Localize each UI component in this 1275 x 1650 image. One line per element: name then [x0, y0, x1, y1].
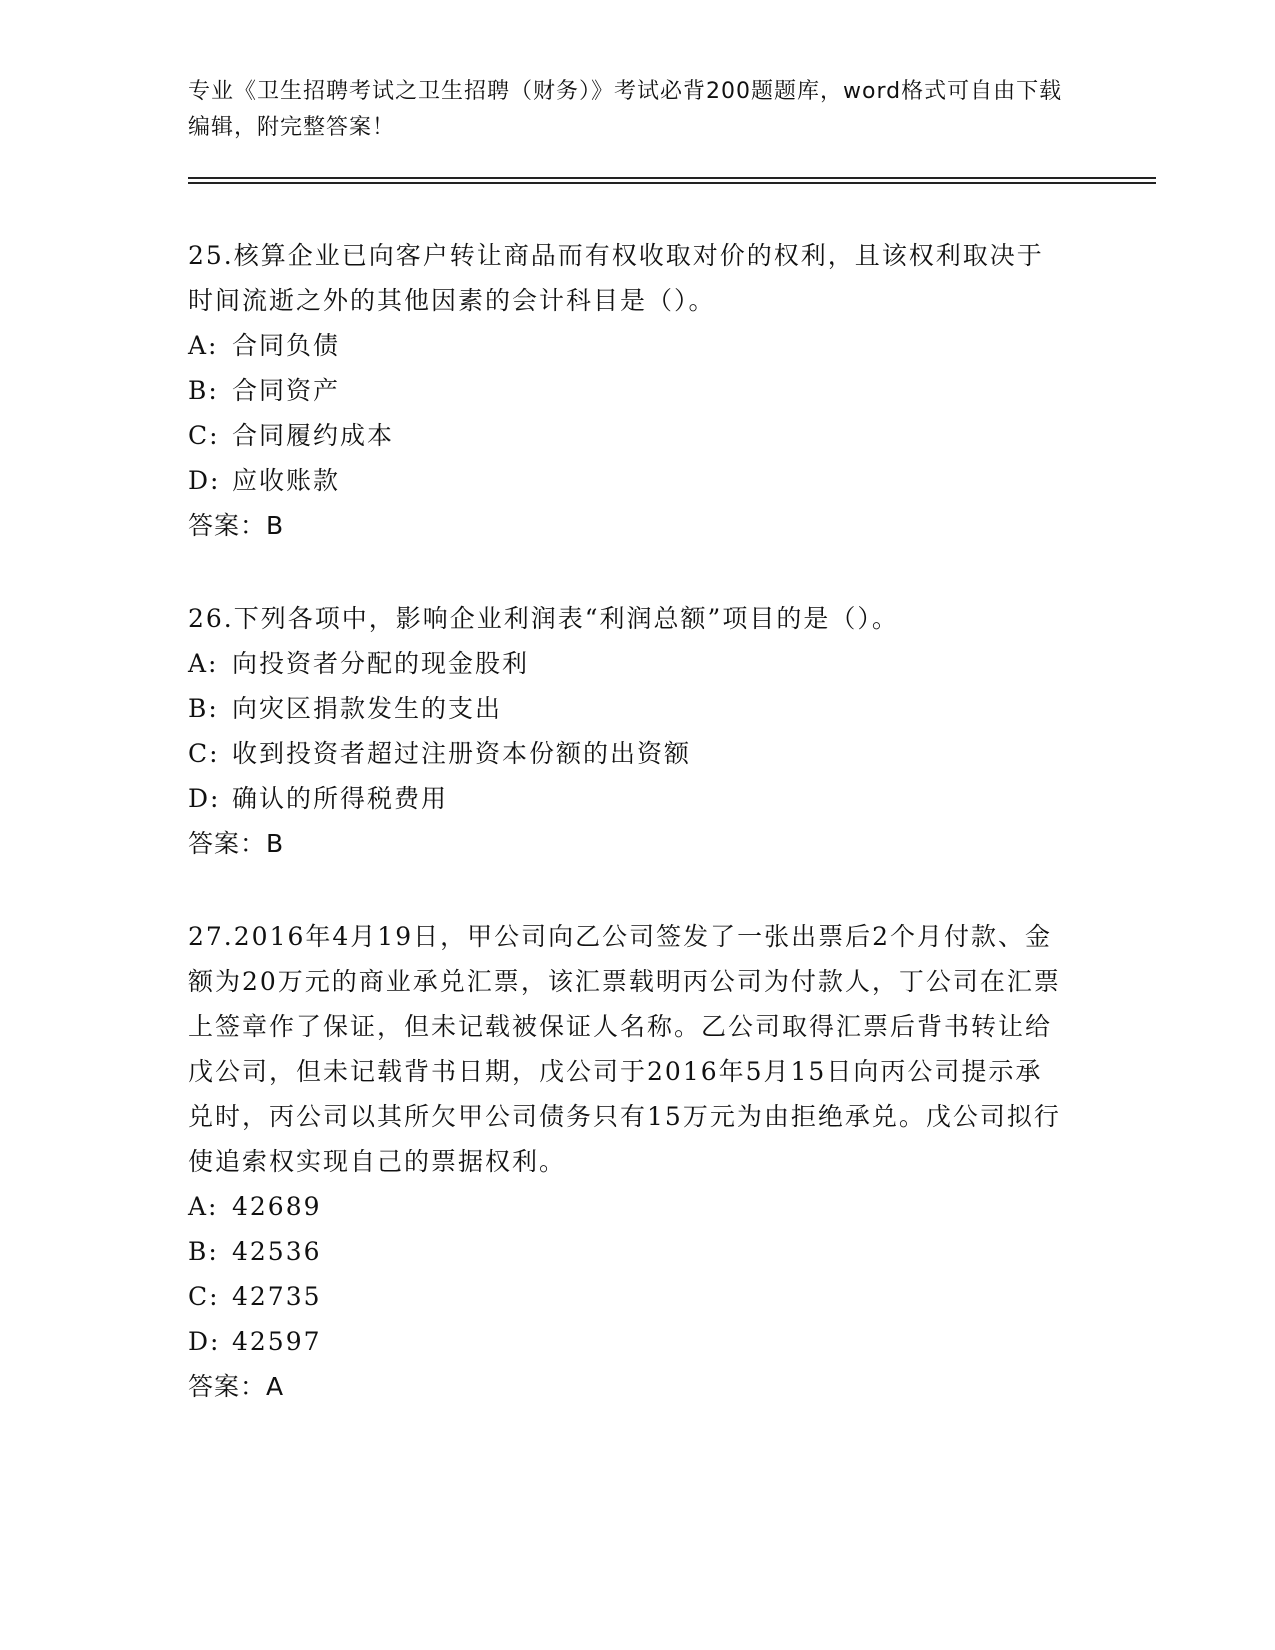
- question-stem: 27.2016年4月19日，甲公司向乙公司签发了一张出票后2个月付款、金额为20万元的商业承兑汇票，该汇票载明丙公司为付款人，丁公司在汇票上签章作了保证，但未记载被保证人名称。乙公司取得汇票后背书转让给戊公司，但未记载背书日期，戊公司于2016年5月15日向丙公司提示承兑时，丙公司以其所欠甲公司债务只有15万元为由拒绝承兑。戊公司拟行使追索权实现自己的票据权利。: [188, 922, 1061, 1176]
- option-letter: B:: [188, 1237, 219, 1266]
- option-text: 42536: [232, 1237, 322, 1266]
- option-b: [188, 686, 1068, 731]
- option-letter: C:: [188, 739, 220, 768]
- option-text: 应收账款: [232, 466, 341, 495]
- answer-line: 答案：A: [188, 1372, 285, 1401]
- question-stem: 26.下列各项中，影响企业利润表“利润总额”项目的是（）。: [188, 604, 899, 633]
- option-letter: D:: [188, 466, 221, 495]
- option-a: [188, 641, 1068, 686]
- option-d: [188, 776, 1068, 821]
- option-b: [188, 368, 1068, 413]
- option-letter: A:: [188, 331, 219, 360]
- option-text: 42689: [232, 1192, 322, 1221]
- option-c: [188, 1274, 1068, 1319]
- header-divider-top: [188, 177, 1156, 179]
- option-letter: A:: [188, 649, 219, 678]
- question-25: [188, 233, 1068, 548]
- option-a: [188, 1184, 1068, 1229]
- option-letter: A:: [188, 1192, 219, 1221]
- option-c: [188, 413, 1068, 458]
- option-text: 向投资者分配的现金股利: [232, 649, 530, 678]
- answer-line: 答案：B: [188, 511, 285, 540]
- option-b: [188, 1229, 1068, 1274]
- option-letter: D:: [188, 784, 221, 813]
- option-c: [188, 731, 1068, 776]
- option-d: [188, 1319, 1068, 1364]
- document-header: 专业《卫生招聘考试之卫生招聘（财务）》考试必背200题题库，word格式可自由下载编辑，附完整答案！: [188, 79, 1063, 140]
- option-d: [188, 458, 1068, 503]
- option-text: 42735: [232, 1282, 322, 1311]
- question-26: [188, 596, 1068, 866]
- option-text: 42597: [232, 1327, 322, 1356]
- option-text: 确认的所得税费用: [232, 784, 449, 813]
- option-text: 合同负债: [232, 331, 341, 360]
- question-27: [188, 914, 1068, 1409]
- option-letter: B:: [188, 376, 219, 405]
- option-text: 收到投资者超过注册资本份额的出资额: [232, 739, 692, 768]
- option-a: [188, 323, 1068, 368]
- option-text: 合同履约成本: [232, 421, 395, 450]
- option-text: 合同资产: [232, 376, 341, 405]
- option-letter: B:: [188, 694, 219, 723]
- answer-line: 答案：B: [188, 829, 285, 858]
- option-letter: C:: [188, 421, 220, 450]
- option-text: 向灾区捐款发生的支出: [232, 694, 503, 723]
- option-letter: C:: [188, 1282, 220, 1311]
- header-divider-bottom: [188, 182, 1156, 184]
- option-letter: D:: [188, 1327, 221, 1356]
- question-stem: 25.核算企业已向客户转让商品而有权收取对价的权利，且该权利取决于时间流逝之外的其他因素的会计科目是（）。: [188, 241, 1044, 315]
